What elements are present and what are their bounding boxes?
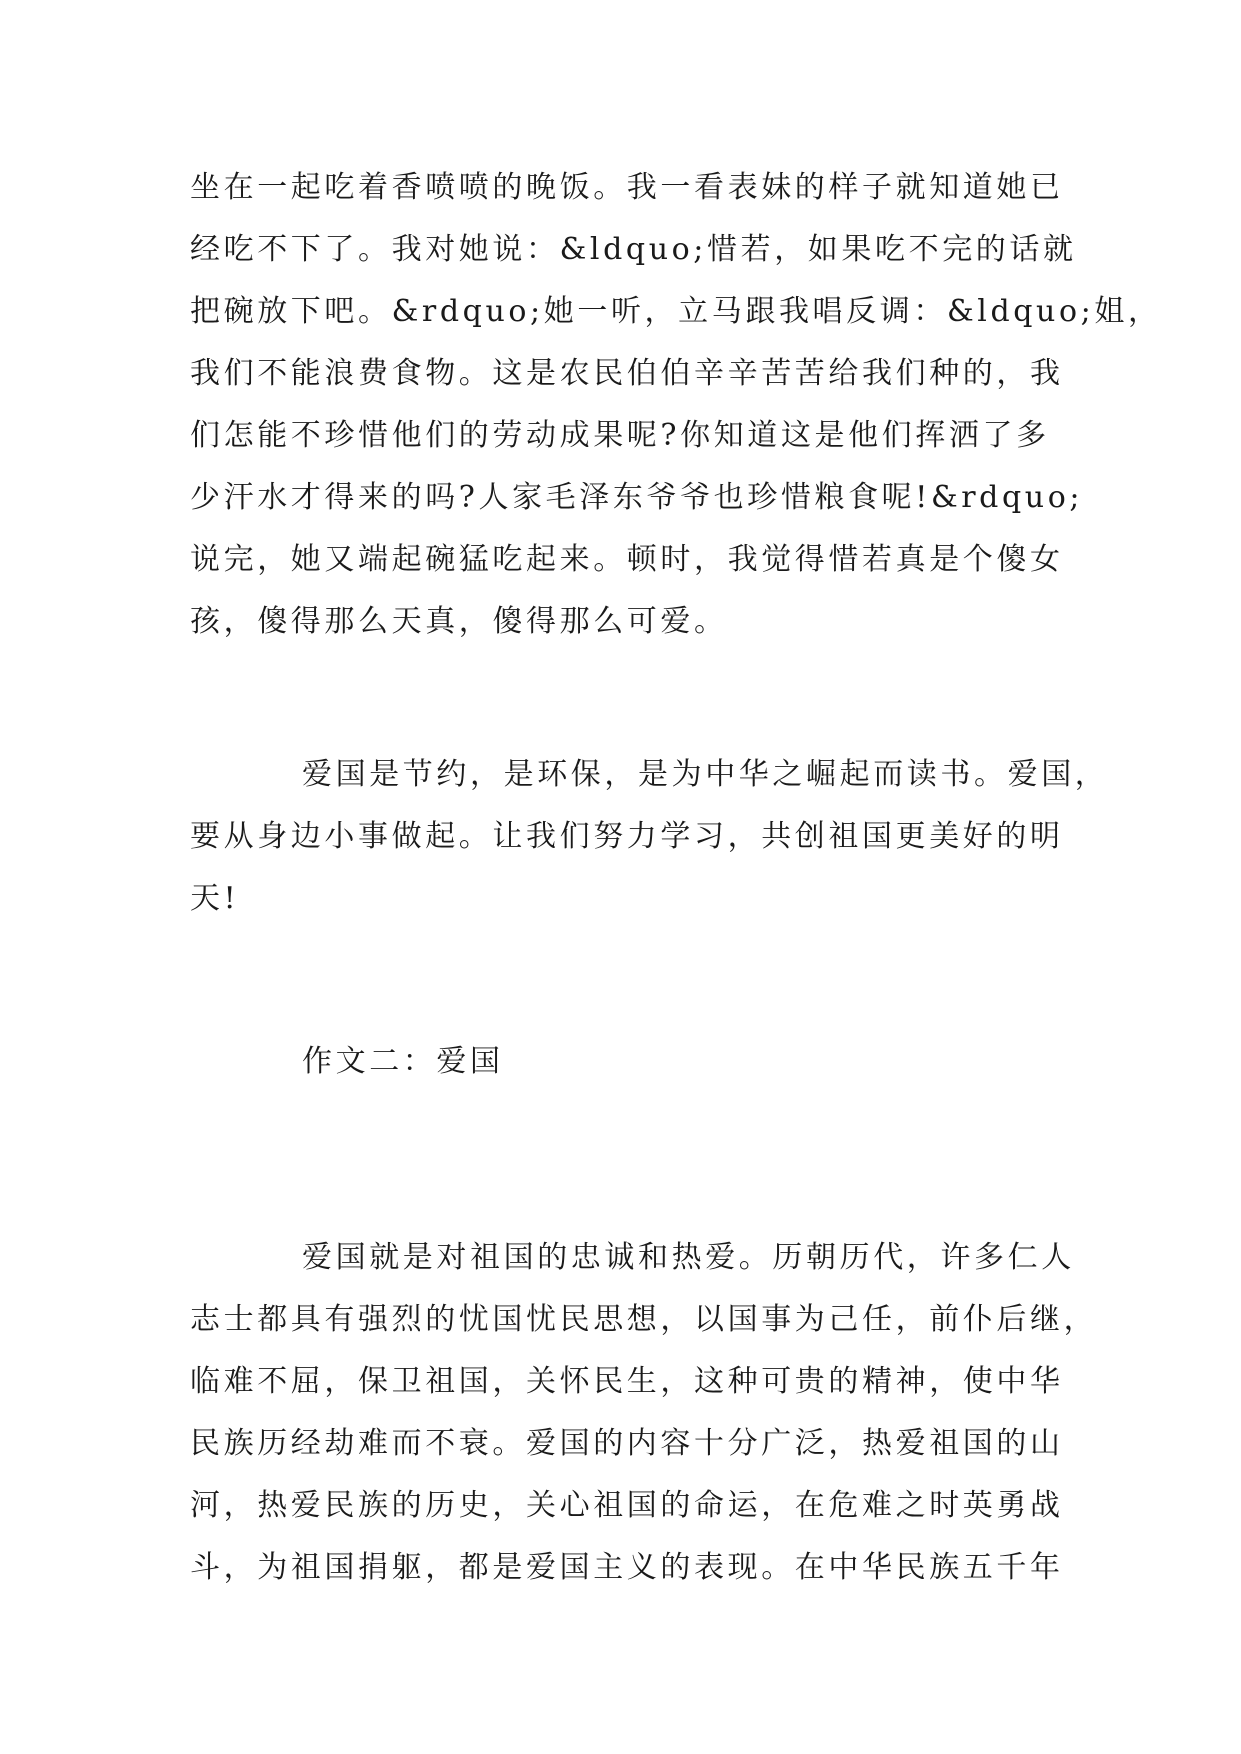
paragraph-line: 爱国就是对祖国的忠诚和热爱。历朝历代，许多仁人 [302,1240,1075,1275]
paragraph-line: 河，热爱民族的历史，关心祖国的命运，在危难之时英勇战 [190,1488,1064,1523]
paragraph-line: 少汗水才得来的吗?人家毛泽东爷爷也珍惜粮食呢!&rdquo; [190,480,1084,515]
paragraph-line: 经吃不下了。我对她说：&ldquo;惜若，如果吃不完的话就 [190,232,1077,267]
section-heading [190,1031,1070,1093]
paragraph-line: 斗，为祖国捐躯，都是爱国主义的表现。在中华民族五千年 [190,1550,1064,1585]
paragraph-line: 孩，傻得那么天真，傻得那么可爱。 [190,604,728,639]
paragraph-line: 志士都具有强烈的忧国忧民思想，以国事为己任，前仆后继， [190,1302,1098,1337]
section-heading-text: 作文二：爱国 [302,1044,504,1079]
paragraph-3 [190,1227,1098,1599]
paragraph-line: 爱国是节约，是环保，是为中华之崛起而读书。爱国， [302,757,1109,792]
paragraph-line: 把碗放下吧。&rdquo;她一听，立马跟我唱反调：&ldquo;姐， [190,294,1162,329]
paragraph-line: 说完，她又端起碗猛吃起来。顿时，我觉得惜若真是个傻女 [190,542,1064,577]
paragraph-2 [190,744,1109,930]
paragraph-line: 临难不屈，保卫祖国，关怀民生，这种可贵的精神，使中华 [190,1364,1064,1399]
paragraph-line: 要从身边小事做起。让我们努力学习，共创祖国更美好的明 [190,819,1064,854]
paragraph-line: 我们不能浪费食物。这是农民伯伯辛辛苦苦给我们种的，我 [190,356,1064,391]
paragraph-line: 民族历经劫难而不衰。爱国的内容十分广泛，热爱祖国的山 [190,1426,1064,1461]
paragraph-line: 们怎能不珍惜他们的劳动成果呢?你知道这是他们挥洒了多 [190,418,1050,453]
paragraph-line: 坐在一起吃着香喷喷的晚饭。我一看表妹的样子就知道她已 [190,170,1064,205]
paragraph-1 [190,157,1162,653]
paragraph-line: 天! [190,881,240,916]
